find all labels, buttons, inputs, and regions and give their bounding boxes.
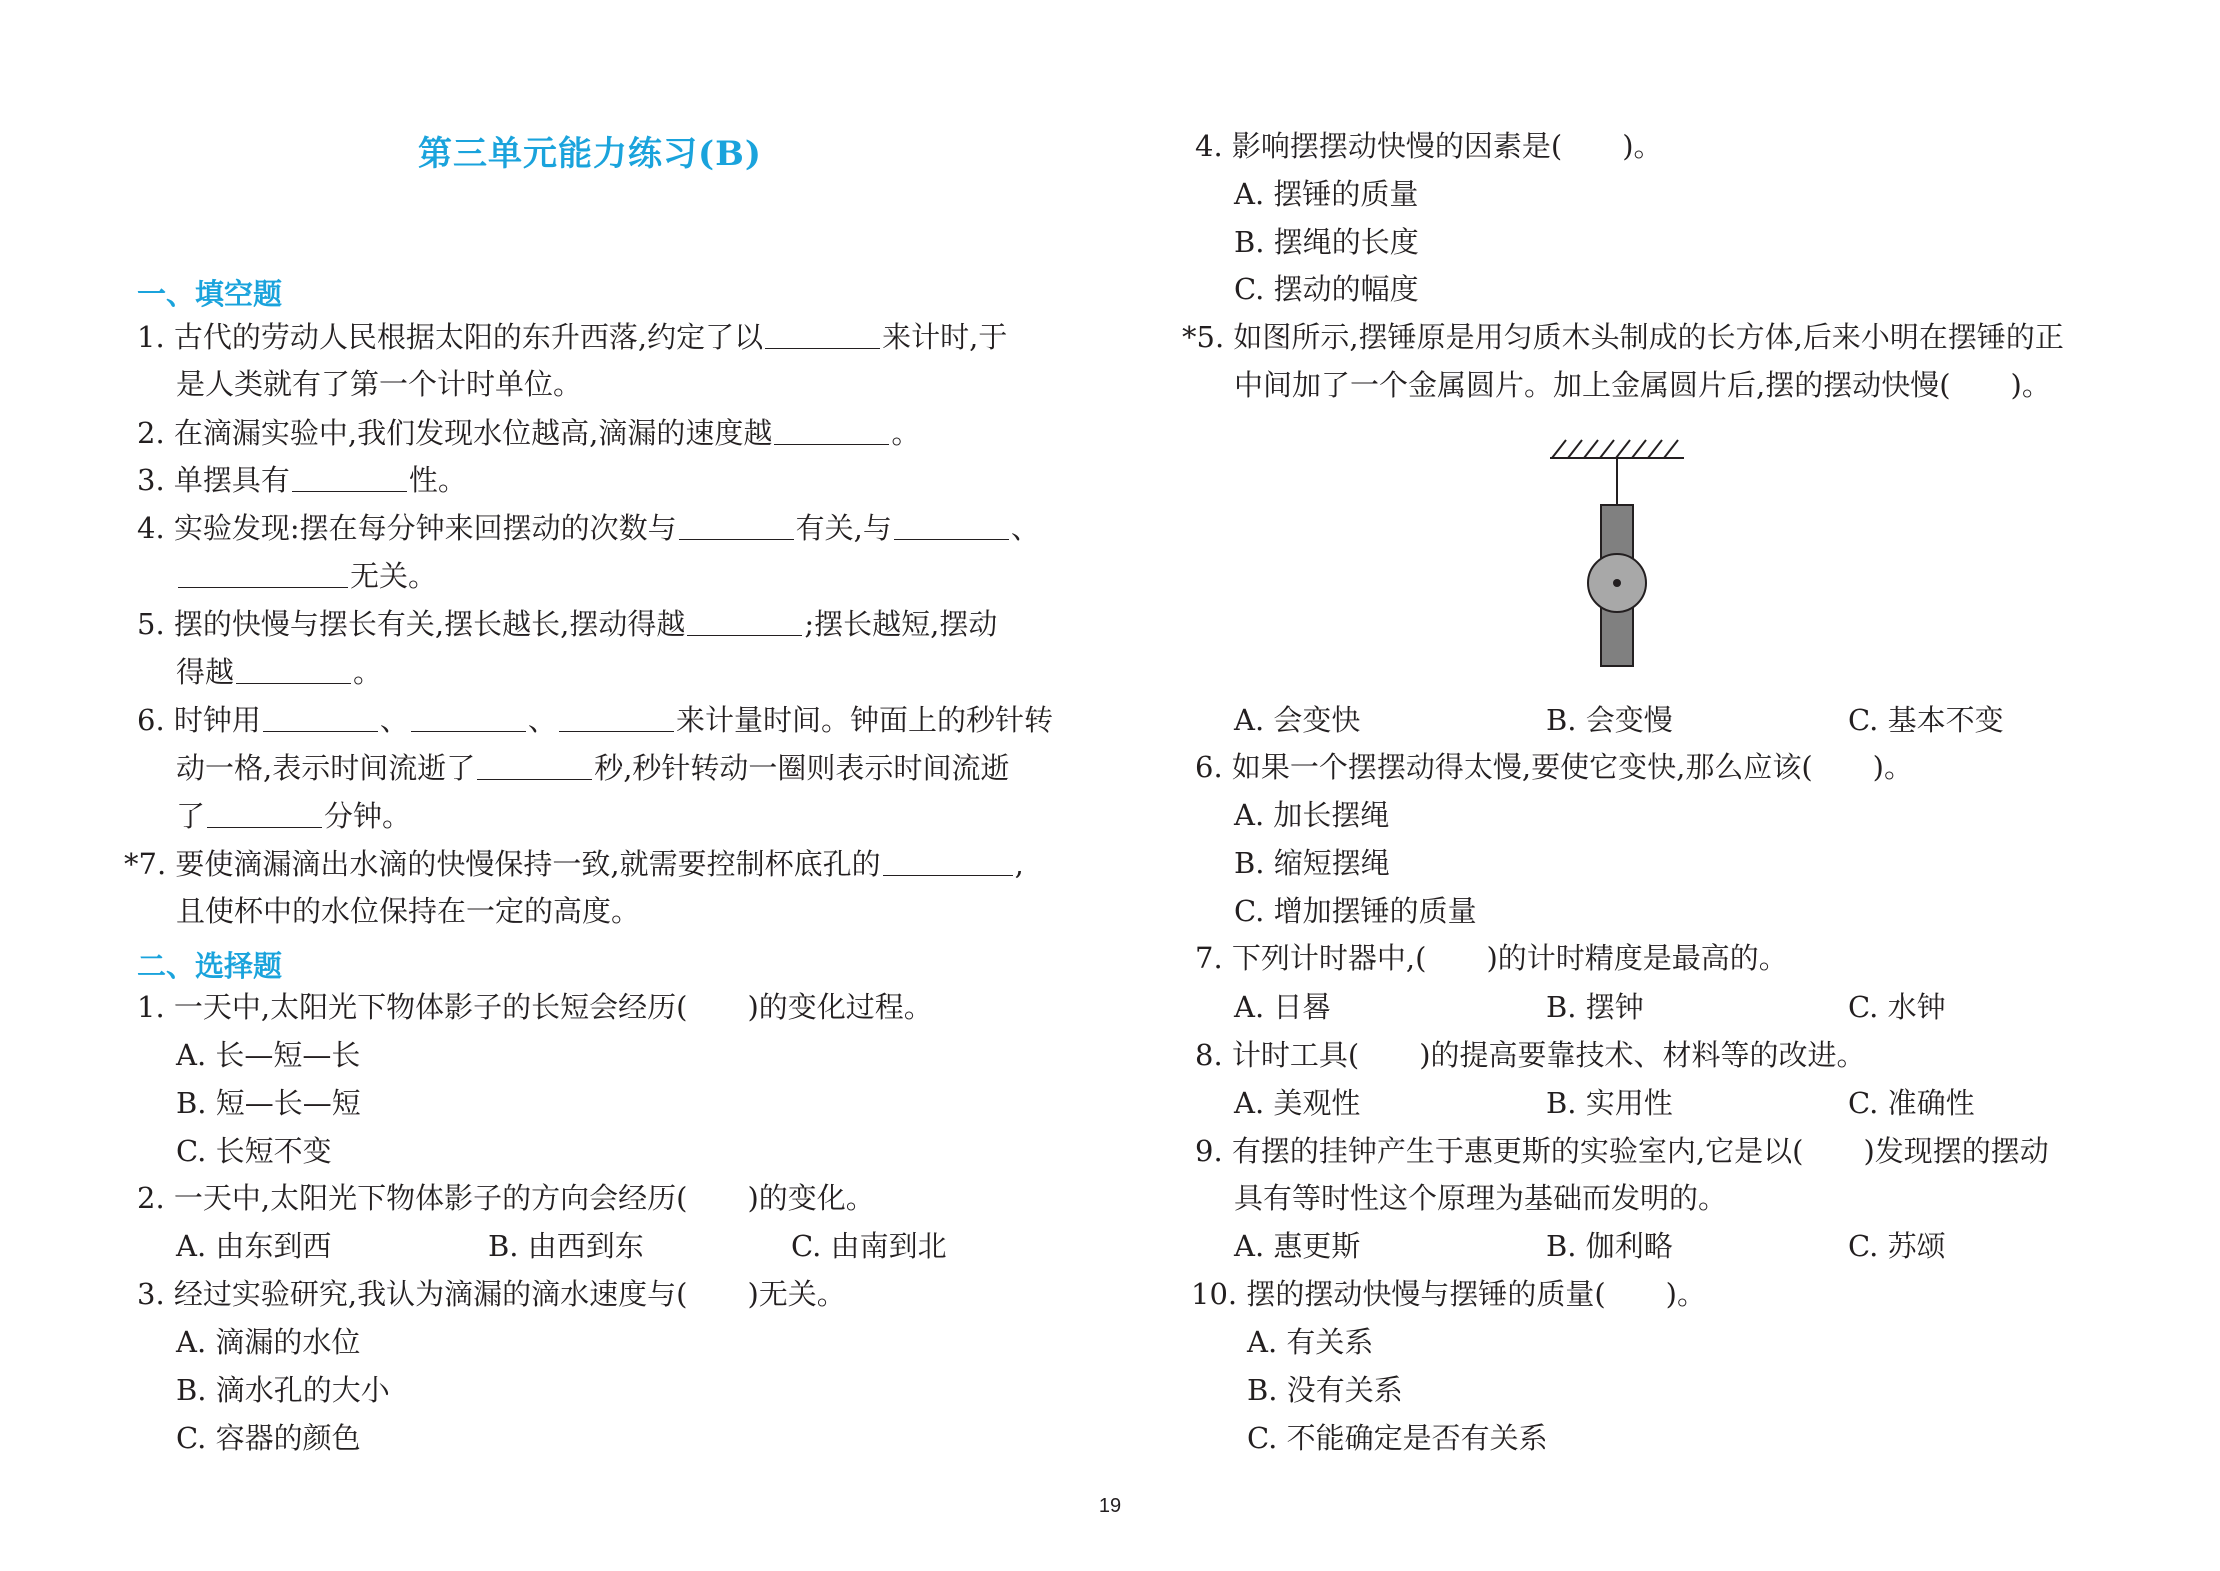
answer-blank[interactable] <box>207 801 322 828</box>
mc-9-option-c[interactable]: C. 苏颂 <box>1848 1229 1946 1263</box>
question-6-line-1: 6. 时钟用 、 、 来计量时间。钟面上的秒针转 <box>137 703 1053 737</box>
answer-blank[interactable] <box>236 657 351 684</box>
disc-center-dot <box>1613 579 1621 587</box>
question-5-line-1: 5. 摆的快慢与摆长有关,摆长越长,摆动得越 ;摆长越短,摆动 <box>137 607 998 641</box>
answer-blank[interactable] <box>178 561 348 588</box>
mc-5-option-b[interactable]: B. 会变慢 <box>1546 703 1673 737</box>
mc-6-option-b[interactable]: B. 缩短摆绳 <box>1234 846 1390 880</box>
answer-blank[interactable] <box>679 513 794 540</box>
mc-question-9-line-1: 9. 有摆的挂钟产生于惠更斯的实验室内,它是以( )发现摆的摆动 <box>1195 1134 2049 1168</box>
question-4-line-1: 4. 实验发现:摆在每分钟来回摆动的次数与 有关,与 、 <box>137 511 1040 545</box>
answer-blank[interactable] <box>687 609 802 636</box>
mc-8-option-c[interactable]: C. 准确性 <box>1848 1086 1975 1120</box>
question-4-line-2: 无关。 <box>176 561 437 591</box>
answer-blank[interactable] <box>411 705 526 732</box>
mc-4-option-a[interactable]: A. 摆锤的质量 <box>1234 177 1419 211</box>
mc-3-option-c[interactable]: C. 容器的颜色 <box>176 1421 361 1455</box>
answer-blank[interactable] <box>774 418 889 445</box>
question-6-line-3: 了 分钟。 <box>176 799 412 833</box>
mc-question-5-line-1: *5. 如图所示,摆锤原是用匀质木头制成的长方体,后来小明在摆锤的正 <box>1182 320 2064 354</box>
question-3: 3. 单摆具有 性。 <box>137 463 467 497</box>
mc-9-option-b[interactable]: B. 伽利略 <box>1546 1229 1673 1263</box>
mc-7-option-b[interactable]: B. 摆钟 <box>1546 990 1644 1024</box>
pendulum-figure <box>1540 430 1690 670</box>
mc-2-option-b[interactable]: B. 由西到东 <box>488 1229 644 1263</box>
ceiling-hatch <box>1550 440 1684 458</box>
mc-8-option-a[interactable]: A. 美观性 <box>1234 1086 1361 1120</box>
question-1-line-2: 是人类就有了第一个计时单位。 <box>176 367 583 401</box>
question-1-line-1: 1. 古代的劳动人民根据太阳的东升西落,约定了以 来计时,于 <box>137 320 1008 354</box>
mc-9-option-a[interactable]: A. 惠更斯 <box>1234 1229 1361 1263</box>
question-5-line-2: 得越 。 <box>176 655 383 689</box>
mc-question-2: 2. 一天中,太阳光下物体影子的方向会经历( )的变化。 <box>137 1181 875 1215</box>
answer-blank[interactable] <box>559 705 674 732</box>
mc-4-option-b[interactable]: B. 摆绳的长度 <box>1234 225 1419 259</box>
mc-6-option-c[interactable]: C. 增加摆锤的质量 <box>1234 894 1477 928</box>
question-6-line-2: 动一格,表示时间流逝了 秒,秒针转动一圈则表示时间流逝 <box>176 751 1010 785</box>
page-title: 第三单元能力练习(B) <box>418 134 762 174</box>
mc-7-option-a[interactable]: A. 日晷 <box>1234 990 1332 1024</box>
mc-5-option-a[interactable]: A. 会变快 <box>1234 703 1361 737</box>
question-7-line-1: *7. 要使滴漏滴出水滴的快慢保持一致,就需要控制杯底孔的 , <box>124 847 1024 881</box>
mc-question-1: 1. 一天中,太阳光下物体影子的长短会经历( )的变化过程。 <box>137 990 933 1024</box>
mc-5-option-c[interactable]: C. 基本不变 <box>1848 703 2004 737</box>
mc-question-7: 7. 下列计时器中,( )的计时精度是最高的。 <box>1195 941 1788 975</box>
mc-1-option-c[interactable]: C. 长短不变 <box>176 1134 332 1168</box>
question-2: 2. 在滴漏实验中,我们发现水位越高,滴漏的速度越 。 <box>137 416 921 450</box>
mc-question-10: 10. 摆的摆动快慢与摆锤的质量( )。 <box>1191 1277 1706 1311</box>
mc-2-option-a[interactable]: A. 由东到西 <box>176 1229 332 1263</box>
answer-blank[interactable] <box>765 322 880 349</box>
answer-blank[interactable] <box>292 465 407 492</box>
mc-3-option-b[interactable]: B. 滴水孔的大小 <box>176 1373 390 1407</box>
answer-blank[interactable] <box>894 513 1009 540</box>
answer-blank[interactable] <box>477 753 592 780</box>
mc-10-option-a[interactable]: A. 有关系 <box>1247 1325 1374 1359</box>
section-heading-multiple-choice: 二、选择题 <box>137 949 283 983</box>
mc-6-option-a[interactable]: A. 加长摆绳 <box>1234 798 1390 832</box>
mc-4-option-c[interactable]: C. 摆动的幅度 <box>1234 272 1419 306</box>
mc-10-option-b[interactable]: B. 没有关系 <box>1247 1373 1403 1407</box>
mc-question-8: 8. 计时工具( )的提高要靠技术、材料等的改进。 <box>1195 1038 1866 1072</box>
mc-2-option-c[interactable]: C. 由南到北 <box>791 1229 947 1263</box>
mc-7-option-c[interactable]: C. 水钟 <box>1848 990 1946 1024</box>
section-heading-fill-in: 一、填空题 <box>137 277 283 311</box>
mc-question-9-line-2: 具有等时性这个原理为基础而发明的。 <box>1234 1181 1728 1215</box>
mc-1-option-b[interactable]: B. 短—长—短 <box>176 1086 361 1120</box>
mc-8-option-b[interactable]: B. 实用性 <box>1546 1086 1673 1120</box>
answer-blank[interactable] <box>883 849 1013 876</box>
mc-question-5-line-2: 中间加了一个金属圆片。加上金属圆片后,摆的摆动快慢( )。 <box>1234 368 2051 402</box>
mc-question-3: 3. 经过实验研究,我认为滴漏的滴水速度与( )无关。 <box>137 1277 846 1311</box>
mc-question-6: 6. 如果一个摆摆动得太慢,要使它变快,那么应该( )。 <box>1195 750 1913 784</box>
answer-blank[interactable] <box>263 705 378 732</box>
mc-1-option-a[interactable]: A. 长—短—长 <box>176 1038 361 1072</box>
page-number: 19 <box>1098 1495 1122 1517</box>
mc-question-4: 4. 影响摆摆动快慢的因素是( )。 <box>1195 129 1663 163</box>
mc-3-option-a[interactable]: A. 滴漏的水位 <box>176 1325 361 1359</box>
mc-10-option-c[interactable]: C. 不能确定是否有关系 <box>1247 1421 1548 1455</box>
question-7-line-2: 且使杯中的水位保持在一定的高度。 <box>176 894 641 928</box>
